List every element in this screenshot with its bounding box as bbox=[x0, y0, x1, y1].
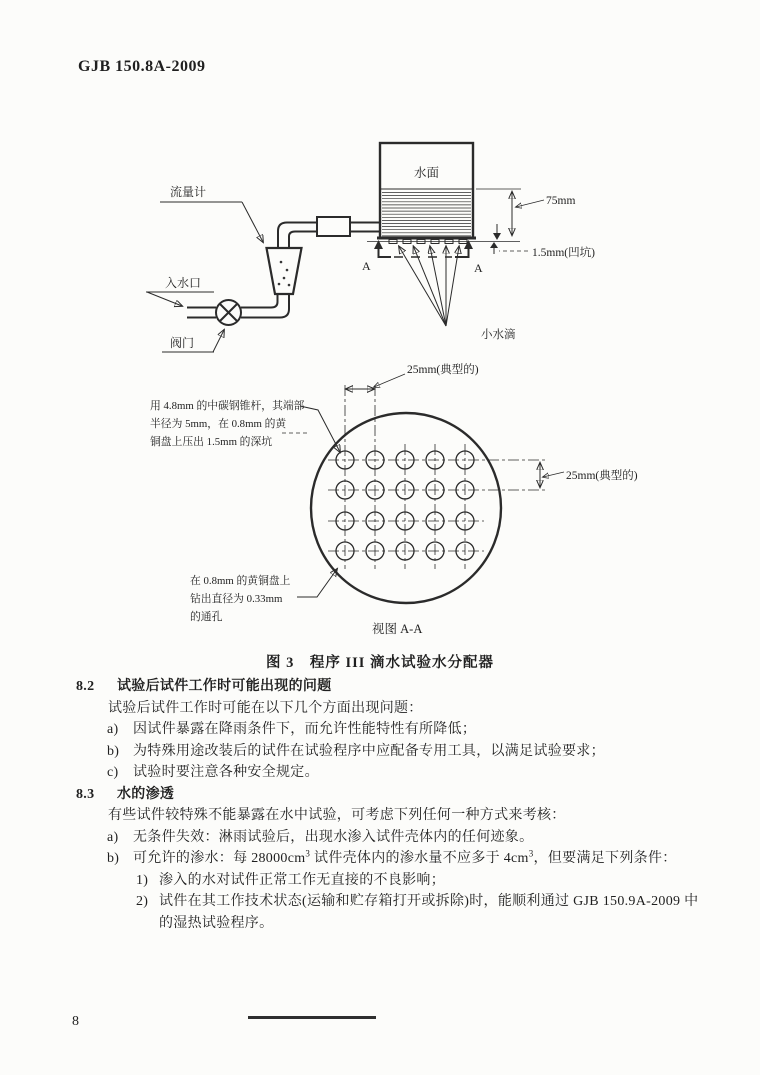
sub-item-2-text: 试件在其工作技术状态(运输和贮存箱打开或拆除)时，能顺利通过 GJB 150.9A-2009 中 的湿热试验程序。 bbox=[159, 894, 699, 931]
sub-item-2: 2) 试件在其工作技术状态(运输和贮存箱打开或拆除)时，能顺利通过 GJB 150.9A-2009 中 的湿热试验程序。 bbox=[136, 891, 724, 934]
section-number: 8.2 bbox=[76, 679, 95, 694]
brass-plate-outline bbox=[311, 413, 501, 603]
page-number: 8 bbox=[72, 1014, 79, 1029]
dim-1-5mm-label: 1.5mm(凹坑) bbox=[532, 247, 595, 259]
svg-text:用 4.8mm 的中碳钢锥杆，其端部: 用 4.8mm 的中碳钢锥杆，其端部 bbox=[150, 400, 305, 412]
body-text bbox=[76, 676, 724, 934]
section-label-a-left: A bbox=[362, 259, 371, 273]
list-item-b: b) 为特殊用途改装后的试件在试验程序中应配备专用工具，以满足试验要求； bbox=[107, 743, 605, 759]
superscript-3: 3 bbox=[528, 848, 534, 859]
section-8-2-intro: 试验后试件工作时可能在以下几个方面出现问题： bbox=[108, 700, 423, 716]
tank-dimensions bbox=[476, 189, 595, 259]
valve-label: 阀门 bbox=[170, 336, 195, 350]
superscript-3: 3 bbox=[305, 848, 311, 859]
list-item-b: b) 可允许的渗水：每 $28000cm^3$ 试件壳体内的渗水量不应多于 $4cm^3$，但要满足下列条件： bbox=[107, 848, 724, 870]
droplet-fan bbox=[399, 247, 516, 342]
sub-item-1: 1) 渗入的水对试件正常工作无直接的不良影响； bbox=[136, 872, 445, 888]
flow-meter-label: 流量计 bbox=[170, 185, 207, 199]
list-item-a: a) 因试件暴露在降雨条件下，而允许性能特性有所降低； bbox=[107, 722, 477, 737]
hole-grid bbox=[328, 385, 547, 569]
water-supply-assembly bbox=[187, 217, 381, 325]
section-number: 8.3 bbox=[76, 786, 95, 802]
figure-caption: 图 3 程序 III 滴水试验水分配器 bbox=[265, 655, 495, 671]
distributor-plate bbox=[150, 362, 638, 636]
list-item-a: a) 无条件失效：淋雨试验后，出现水渗入试件壳体内的任何迹象。 bbox=[107, 829, 534, 845]
section-title: 水的渗透 bbox=[117, 786, 175, 802]
section-title: 试验后试件工作时可能出现的问题 bbox=[117, 679, 332, 694]
footer-rule bbox=[248, 1016, 376, 1019]
section-8-2-heading bbox=[76, 676, 724, 698]
svg-text:铜盘上压出 1.5mm 的深坑: 铜盘上压出 1.5mm 的深坑 bbox=[150, 436, 273, 448]
item-b-text: 可允许的渗水：每 $28000cm^3$ 试件壳体内的渗水量不应多于 $4cm^3$，但要满足下列条件： bbox=[133, 848, 677, 866]
section-8-3-intro: 有些试件较特殊不能暴露在水中试验，可考虑下列任何一种方式来考核： bbox=[108, 808, 566, 823]
note-press-pits bbox=[150, 398, 340, 452]
pipe-fitting bbox=[317, 217, 350, 236]
dim-25mm-right-label: 25mm(典型的) bbox=[566, 470, 638, 482]
svg-text:半径为 5mm，在 0.8mm 的黄: 半径为 5mm，在 0.8mm 的黄 bbox=[150, 418, 287, 430]
dim-75mm-label: 75mm bbox=[546, 195, 576, 207]
section-label-a-right: A bbox=[474, 261, 483, 275]
dim-25mm-top-label: 25mm(典型的) bbox=[407, 364, 479, 376]
svg-text:的通孔: 的通孔 bbox=[190, 611, 223, 623]
water-inlet-label: 入水口 bbox=[165, 276, 202, 290]
svg-text:在 0.8mm 的黄铜盘上: 在 0.8mm 的黄铜盘上 bbox=[190, 575, 291, 587]
list-item-c: c) 试验时要注意各种安全规定。 bbox=[107, 765, 319, 780]
standard-number-header: GJB 150.8A-2009 bbox=[78, 58, 206, 75]
view-a-a-label: 视图 A-A bbox=[372, 622, 423, 636]
water-surface-label: 水面 bbox=[414, 166, 440, 180]
section-8-3-heading bbox=[76, 784, 724, 806]
note-drill-holes bbox=[190, 569, 337, 623]
small-drops-label: 小水滴 bbox=[481, 329, 516, 341]
flow-meter-funnel bbox=[267, 248, 302, 294]
water-hatch bbox=[382, 193, 471, 236]
svg-text:钻出直径为 0.33mm: 钻出直径为 0.33mm bbox=[190, 593, 283, 605]
